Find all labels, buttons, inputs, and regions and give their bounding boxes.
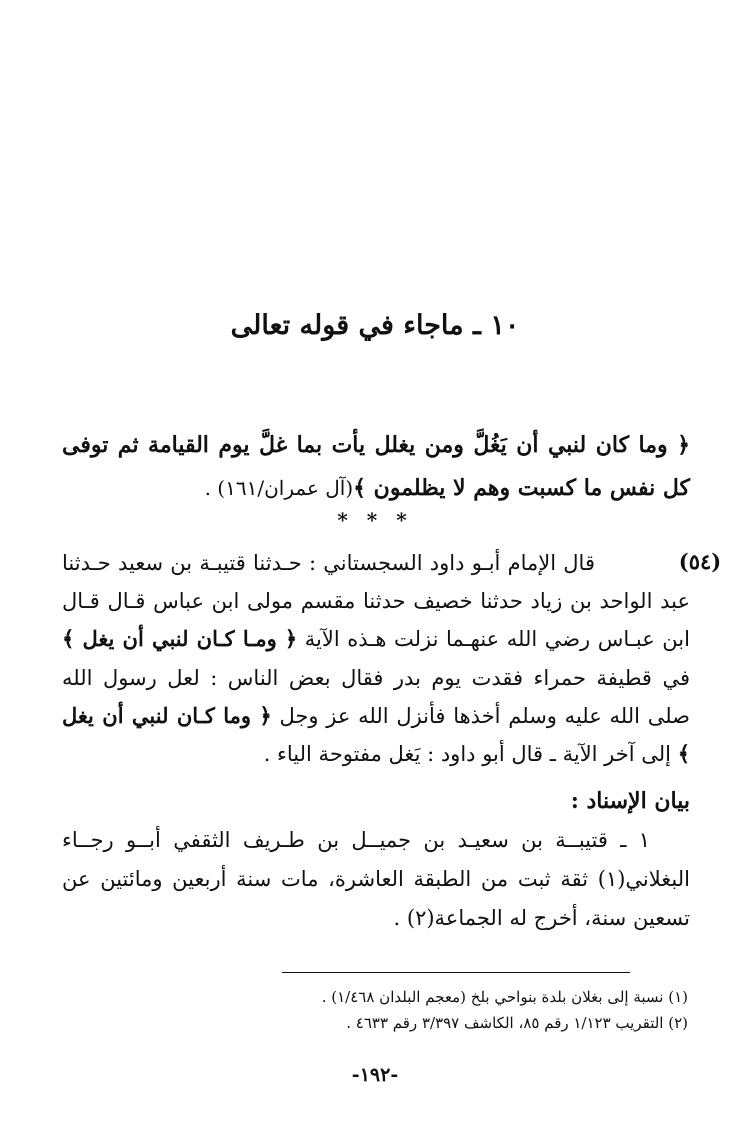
hadith-part-3: إلى آخر الآية ـ قال أبو داود : يَغل مفتوحة الياء .: [263, 742, 671, 767]
hadith-text: [62, 544, 690, 773]
verse-text: ﴿ وما كان لنبي أن يَغُلَّ ومن يغلل يأت بما غلَّ يوم القيامة ثم توفى كل نفس ما كسبت وهم لا يظلمون ﴾: [62, 432, 690, 501]
narrator-entry: ١ ـ قتيبــة بن سعيـد بن جميــل بن طـريف الثقفي أبــو رجــاء البغلاني(١) ثقة ثبت من الطبقة العاشرة، مات سنة أربعين ومائتين عن تسعين سنة، أخرج له الجماعة(٢) .: [62, 828, 690, 930]
footnote-2: (٢) التقريب ١/١٢٣ رقم ٨٥، الكاشف ٣/٣٩٧ رقم ٤٦٣٣ .: [346, 1014, 688, 1032]
page-number: -١٩٢-: [351, 1064, 399, 1086]
footnote-1: (١) نسبة إلى بغلان بلدة بنواحي بلخ (معجم البلدان ١/٤٦٨) .: [321, 988, 688, 1006]
hadith-quote-2: ﴿ وما كـان لنبي أن يغل ﴾: [62, 702, 690, 767]
hadith-quote-1: ﴿ ومـا كـان لنبي أن يغل ﴾: [62, 626, 298, 652]
quran-verse: [62, 424, 690, 510]
isnad-heading: بيان الإسناد :: [570, 788, 690, 814]
hadith-part-1: قال الإمام أبـو داود السجستاني : حـدثنا قتيبـة بن سعيد حـدثنا عبد الواحد بن زياد حدثنا خصيف حدثنا مقسم مولى ابن عباس قـال قـال ابن عبـاس رضي الله عنهـما نزلت هـذه الآية: [62, 551, 690, 652]
verse-reference: (آل عمران/١٦١) .: [204, 476, 354, 500]
section-separator: * * *: [337, 508, 413, 532]
footnote-divider: [282, 972, 630, 973]
chapter-title: ١٠ ـ ماجاء في قوله تعالى: [230, 310, 520, 341]
hadith-number: (٥٤): [678, 549, 722, 574]
hadith-part-2: في قطيفة حمراء فقدت يوم بدر فقال بعض الناس : لعل رسول الله صلى الله عليه وسلم أخذها فأنزل الله عز وجل: [62, 665, 690, 728]
